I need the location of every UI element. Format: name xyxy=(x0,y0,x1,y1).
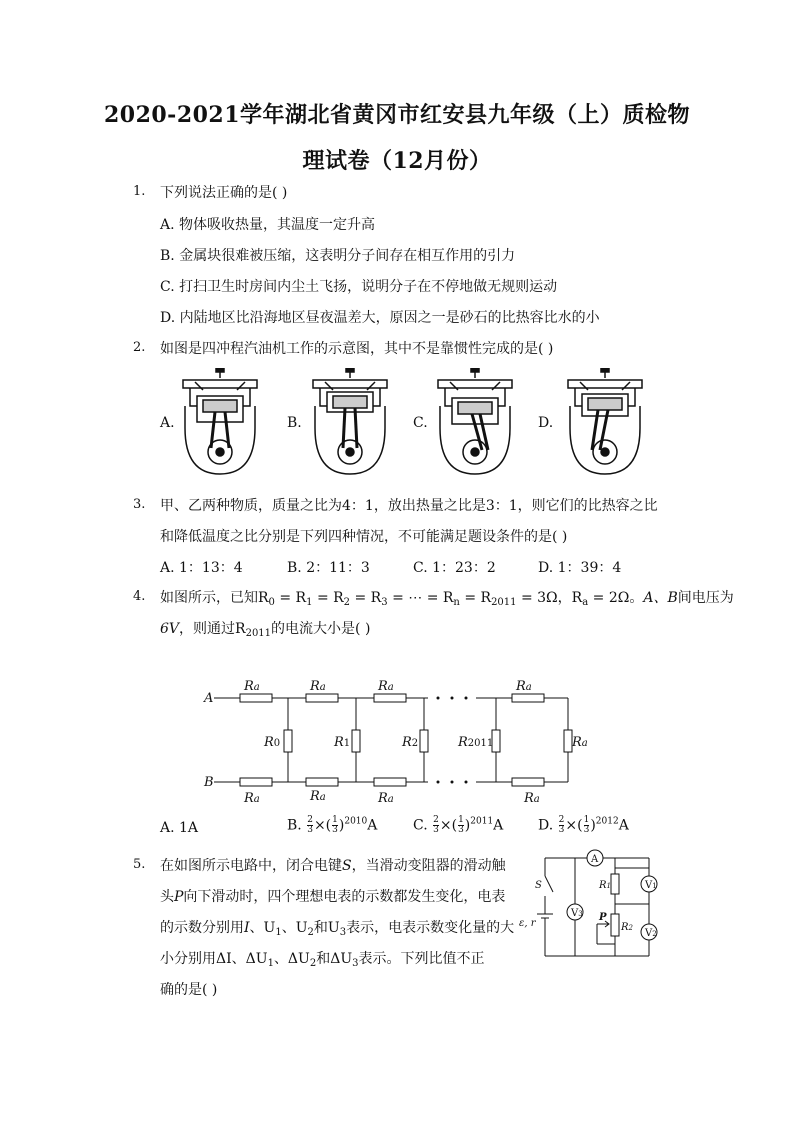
q1-option-d[interactable]: D. 内陆地区比沿海地区昼夜温差大，原因之一是砂石的比热容比水的小 xyxy=(160,310,600,326)
q2-number: 2. xyxy=(133,340,146,355)
q2-option-b[interactable]: B. xyxy=(287,415,302,431)
q5-line1: 在如图所示电路中，闭合电键S，当滑动变阻器的滑动触 xyxy=(160,858,506,874)
svg-text:R2: R2 xyxy=(621,922,633,933)
q4-number: 4. xyxy=(133,589,146,604)
svg-text:Ra: Ra xyxy=(572,735,588,750)
svg-text:ε, r: ε, r xyxy=(519,918,536,929)
svg-text:V1: V1 xyxy=(645,880,657,891)
svg-text:Ra: Ra xyxy=(244,679,260,694)
svg-text:Ra: Ra xyxy=(310,679,326,694)
q3-number: 3. xyxy=(133,497,146,512)
q2-option-c[interactable]: C. xyxy=(413,415,428,431)
engine-diagram-d xyxy=(560,368,650,478)
q3-line2: 和降低温度之比分别是下列四种情况，不可能满足题设条件的是( ) xyxy=(160,529,568,545)
engine-diagram-b xyxy=(305,368,395,478)
svg-text:R2: R2 xyxy=(402,735,419,750)
q2-option-d[interactable]: D. xyxy=(538,415,554,431)
q5-number: 5. xyxy=(133,857,146,872)
svg-text:R2011: R2011 xyxy=(458,735,494,750)
svg-text:B: B xyxy=(204,775,214,790)
q3-option-d[interactable]: D. 1：39：4 xyxy=(538,560,622,576)
q3-line1: 甲、乙两种物质，质量之比为4：1，放出热量之比是3：1，则它们的比热容之比 xyxy=(160,498,658,514)
q1-option-b[interactable]: B. 金属块很难被压缩，这表明分子间存在相互作用的引力 xyxy=(160,248,516,264)
q3-option-b[interactable]: B. 2：11：3 xyxy=(287,560,370,576)
svg-text:V3: V3 xyxy=(571,908,583,919)
svg-text:P: P xyxy=(599,912,607,923)
svg-text:R1: R1 xyxy=(599,880,611,891)
svg-text:Ra: Ra xyxy=(516,679,532,694)
q4-line1: 如图所示，已知$R_0 = R_1 = R_2 = R_3$ = ⋯ = $R_n = R_{2011} = 3\Omega$，$R_a = 2\Omega$。A、B间电压为 xyxy=(160,590,734,608)
page-title-line2: 理试卷（12月份） xyxy=(302,148,492,174)
svg-text:Ra: Ra xyxy=(524,791,540,806)
q3-option-a[interactable]: A. 1：13：4 xyxy=(160,560,243,576)
svg-text:Ra: Ra xyxy=(244,791,260,806)
engine-diagram-c xyxy=(430,368,520,478)
svg-text:Ra: Ra xyxy=(310,789,326,804)
q4-option-a[interactable]: A. 1A xyxy=(160,820,199,836)
q2-stem: 如图是四冲程汽油机工作的示意图，其中不是靠惯性完成的是( ) xyxy=(160,341,554,357)
q4-option-b[interactable]: B. $\frac{2}{3}$ ×( $\frac{1}{3}$ )$^{2010}$A xyxy=(287,815,378,835)
svg-text:S: S xyxy=(535,880,542,891)
svg-text:A: A xyxy=(204,691,214,706)
q1-option-a[interactable]: A. 物体吸收热量，其温度一定升高 xyxy=(160,217,376,233)
q1-number: 1. xyxy=(133,184,146,199)
engine-diagram-a xyxy=(175,368,265,478)
q5-line4: 小分别用ΔI、$\Delta U_1$、$\Delta U_2$和$\Delta U_3$表示。下列比值不正 xyxy=(160,951,485,969)
svg-text:Ra: Ra xyxy=(378,791,394,806)
q3-option-c[interactable]: C. 1：23：2 xyxy=(413,560,496,576)
svg-text:Ra: Ra xyxy=(378,679,394,694)
q5-line2: 头P向下滑动时，四个理想电表的示数都发生变化，电表 xyxy=(160,889,506,905)
svg-text:A: A xyxy=(591,854,599,865)
q1-stem: 下列说法正确的是( ) xyxy=(160,185,288,201)
q4-ladder-circuit xyxy=(200,672,600,808)
q5-circuit xyxy=(515,848,665,964)
q1-option-c[interactable]: C. 打扫卫生时房间内尘土飞扬，说明分子在不停地做无规则运动 xyxy=(160,279,558,295)
q5-line3: 的示数分别用I、$U_1$、$U_2$和$U_3$表示，电表示数变化量的大 xyxy=(160,920,515,938)
q4-line2: 6V，则通过$R_{2011}$的电流大小是( ) xyxy=(160,621,371,639)
svg-text:R0: R0 xyxy=(264,735,281,750)
svg-text:V2: V2 xyxy=(645,928,657,939)
svg-text:R1: R1 xyxy=(334,735,351,750)
q5-line5: 确的是( ) xyxy=(160,982,218,998)
q4-option-c[interactable]: C. $\frac{2}{3}$ ×( $\frac{1}{3}$ )$^{2011}$A xyxy=(413,815,504,835)
page-title-line1: 2020-2021学年湖北省黄冈市红安县九年级（上）质检物 xyxy=(103,102,691,128)
q2-option-a[interactable]: A. xyxy=(160,415,175,431)
q4-option-d[interactable]: D. $\frac{2}{3}$ ×( $\frac{1}{3}$ )$^{2012}$A xyxy=(538,815,629,835)
